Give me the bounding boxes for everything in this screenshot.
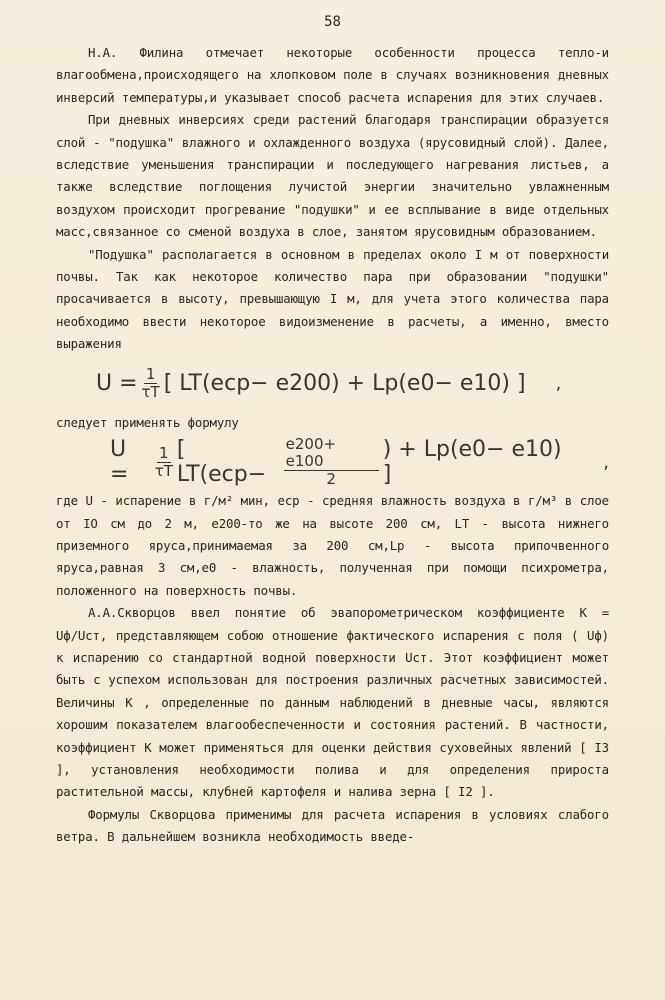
formula-2-inner-fraction — [284, 436, 379, 488]
paragraph-3: "Подушка" располагается в основном в пределах около I м от поверхности почвы. Так как некоторое количество пара при образовании "подушки" просачивается в высоту, превышающую I м, для учета этого количества пара необходимо ввести некоторое видоизменение в расчеты, а именно, вместо выражения — [56, 246, 609, 352]
formula-1-punct: , — [555, 373, 562, 395]
page-number: 58 — [324, 14, 341, 30]
formula-1-frac-den: τT — [141, 383, 160, 402]
paragraph-1: Н.А. Филина отмечает некоторые особенности процесса тепло-и влагообмена,происходящего на хлопковом поле в случаях возникновения дневных инверсий температуры,и указывает способ расчета испарения для этих случаев. — [56, 45, 609, 105]
paragraph-7: Формулы Скворцова применимы для расчета испарения в условиях слабого ветра. В дальнейшем возникла необходимость введе- — [56, 806, 609, 845]
formula-2-frac-den: τT — [154, 461, 173, 480]
formula-1 — [56, 356, 609, 412]
formula-1-frac-num: 1 — [145, 365, 156, 384]
formula-2 — [56, 434, 609, 490]
formula-2-punct: , — [603, 451, 609, 473]
paragraph-6: А.А.Скворцов ввел понятие об эвапорометрическом коэффициенте K = Uф/Uст, представляющем собою отношение фактического испарения с поля ( Uф) к испарению со стандартной водной поверхности Uст. Этот коэффициент может быть с успехом использован для построения различных расчетных зависимостей. Величины K , определенные по данным наблюдений в дневные часы, являются хорошим показателем влагообеспеченности и состояния растений. В частности, коэффициент K может применяться для оценки действия суховейных явлений [ I3 ], установления необходимости полива и для определения прироста растительной массы, клубней картофеля и налива зерна [ I2 ]. — [56, 605, 609, 800]
formula-2-lhs: U = — [110, 437, 129, 488]
paragraph-4: следует применять формулу — [56, 414, 239, 430]
formula-2-body-b: ) + Lp(e0− e10) ] — [382, 437, 562, 488]
formula-2-body-a: [ LT(eср− — [176, 437, 267, 488]
paragraph-2: При дневных инверсиях среди растений благодаря транспирации образуется слой - "подушка" влажного и охлажденного воздуха (ярусовидный слой). Далее, вследствие уменьшения транспирации и последующего нагревания листьев, а также вследствие поглощения лучистой энергии значительно увлажненным воздухом происходит прогревание "подушки" и ее всплывание в виде отдельных масс,связанное со сменой воздуха в слое, занятом ярусовидным образованием. — [56, 112, 609, 240]
formula-2-frac-num: 1 — [159, 443, 169, 462]
formula-2-inner-den: 2 — [326, 470, 336, 489]
formula-1-body: [ LT(eср− e200) + Lp(e0− e10) ] — [163, 371, 526, 397]
formula-1-lhs: U = — [96, 371, 138, 397]
formula-2-inner-num: e200+ e100 — [284, 436, 379, 471]
formula-2-fraction — [155, 445, 173, 480]
paragraph-5: где U - испарение в г/м² мин, eср - средняя влажность воздуха в г/м³ в слое от IO см до 2 м, e200-то же на высоте 200 см, LT - высота нижнего приземного яруса,принимаемая за 200 см,Lp - высота припочвенного яруса,равная 3 см,e0 - влажность, полученная при помощи психрометра, положенного на поверхность почвы. — [56, 493, 609, 598]
formula-1-fraction — [142, 366, 160, 401]
